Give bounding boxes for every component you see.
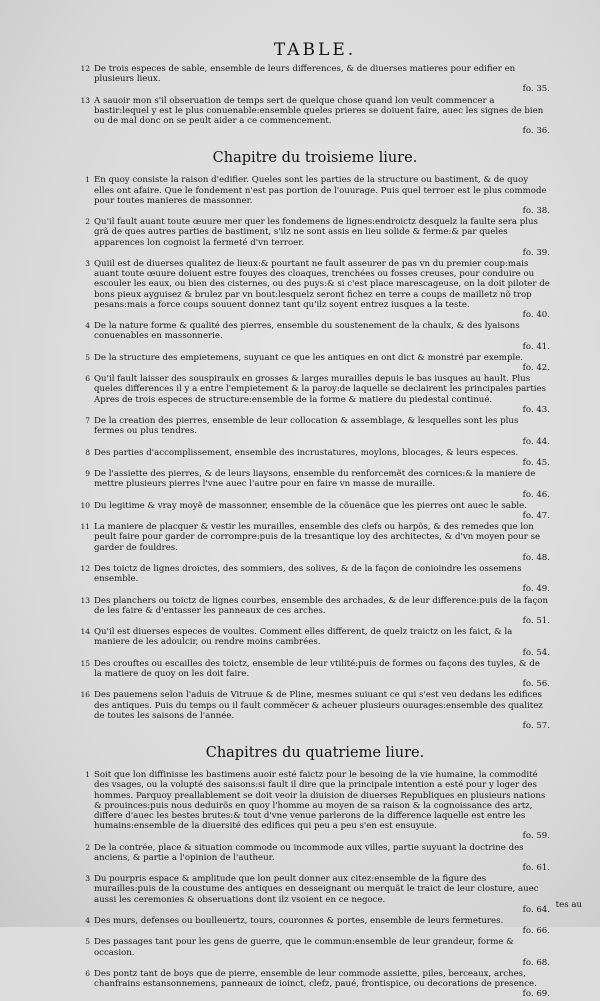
- folio-reference: fo. 38.: [522, 206, 550, 217]
- table-entry: [80, 64, 550, 95]
- table-entry: [80, 627, 550, 658]
- entry-text: Des murs, defenses ou boulleuertz, tours, couronnes & portes, ensemble de leurs fermetures.: [94, 916, 504, 927]
- table-entry: [80, 596, 550, 627]
- chapter-4-entries: [80, 770, 550, 999]
- table-entry: [80, 916, 550, 936]
- table-entry: [80, 175, 550, 216]
- folio-reference: fo. 48.: [522, 552, 550, 563]
- table-entry: [80, 501, 550, 521]
- chapter-4-title: Chapitres du quatrieme liure.: [205, 745, 425, 762]
- page-title: TABLE.: [273, 40, 357, 60]
- entry-text: De la contrée, place & situation commode ou incommode aux villes, partie suyuant la doctrine des anciens, & partie a l'opinion de l'autheur.: [94, 842, 524, 863]
- folio-reference: fo. 66.: [522, 926, 550, 937]
- folio-reference: fo. 61.: [522, 863, 550, 874]
- entry-number: 16: [80, 690, 90, 700]
- table-entry: [80, 770, 550, 841]
- table-entry: [80, 843, 550, 874]
- folio-reference: fo. 44.: [522, 436, 550, 447]
- folio-reference: fo. 39.: [522, 247, 550, 258]
- chapter-3-title: Chapitre du troisieme liure.: [212, 150, 418, 167]
- entry-text: Soit que lon diffinisse les bastimens auoir esté faictz pour le besoing de la vie humaine, la commodité des vsages, ou la volupté des saisons:si fault il dire que la principale intention a esté pour y loger des hommes. Parquoy preallablement se doit veoir la diuision de diuerses Republiques en plusieurs nations & prouinces:puis nous deduirõs en quoy l'homme au moyen de sa raison & la cognoissance des artz, differe d'auec les bestes brutes:& tout d'vne venue parlerons de la difference laquelle est entre les humains:ensemble de la diuersité des edifices qui peu a peu s'en est ensuyuie.: [94, 770, 546, 832]
- entry-number: 4: [85, 321, 90, 331]
- entry-text: Des crouftes ou escailles des toictz, ensemble de leur vtilité:puis de formes ou façons des tuyles, & de la matiere de quoy on les doit faire.: [94, 658, 540, 679]
- table-entry: [80, 96, 550, 137]
- folio-reference: fo. 42.: [522, 363, 550, 374]
- folio-reference: fo. 46.: [522, 489, 550, 500]
- folio-reference: fo. 41.: [522, 341, 550, 352]
- folio-reference: fo. 43.: [522, 404, 550, 415]
- table-entry: [80, 564, 550, 595]
- entry-text: Quiil est de diuerses qualitez de lieux:& pourtant ne fault asseurer de pas vn du premier coup:mais auant toute œuure doiuent estre fouyes des cloaques, trenchées ou fosses creuses, pour conduire ou escouler les eaux, ou bien des cisternes, ou des puys:& si c'est place marescageuse, on la doit piloter de bons pieux ayguisez & brulez par vn bout:lesquelz seront fichez en terre a coups de mailletz nõ trop pesans:mais a force coups souuent donnez tant qu'ilz soyent entrez iusques a la teste.: [94, 259, 550, 310]
- entry-text: Du legitime & vray moyẽ de massonner, ensemble de la cõuenãce que les pierres ont auec le sable.: [94, 500, 527, 511]
- entry-number: 7: [85, 416, 90, 426]
- table-entry: [80, 522, 550, 563]
- entry-text: De trois especes de sable, ensemble de leurs differences, & de diuerses matieres pour edifier en plusieurs lieux.: [94, 64, 516, 85]
- entry-number: 9: [85, 469, 90, 479]
- entry-number: 1: [85, 770, 90, 780]
- entry-number: 13: [80, 95, 90, 105]
- entry-text: Des toictz de lignes droictes, des sommiers, des solives, & de la façon de conioindre les ossemens ensemble.: [94, 563, 522, 585]
- folio-reference: fo. 68.: [522, 957, 550, 968]
- folio-reference: fo. 51.: [522, 615, 550, 626]
- table-entry: [80, 448, 550, 468]
- table-entry: [80, 659, 550, 690]
- table-entry: [80, 353, 550, 373]
- entry-number: 5: [85, 937, 90, 947]
- entry-number: 1: [85, 175, 90, 185]
- entry-number: 12: [80, 64, 90, 73]
- section-a: [80, 64, 550, 136]
- folio-reference: fo. 56.: [522, 679, 550, 690]
- page-content: [80, 40, 550, 1001]
- folio-reference: fo. 69.: [522, 989, 550, 1000]
- table-entry: [80, 690, 550, 731]
- folio-reference: fo. 57.: [522, 720, 550, 731]
- table-entry: [80, 469, 550, 500]
- folio-reference: fo. 40.: [522, 310, 550, 321]
- entry-text: Du pourpris espace & amplitude que lon peult donner aux citez:ensemble de la figure des murailles:puis de la coustume des antiques en desseignant ou merquãt le traict de leur closture, auec aussi les ceremonies & obseruations dont ilz vsoient en ce negoce.: [94, 874, 539, 905]
- entry-number: 8: [85, 447, 90, 457]
- entry-number: 13: [80, 595, 90, 605]
- entry-number: 3: [85, 259, 90, 269]
- entry-number: 3: [85, 874, 90, 884]
- folio-reference: fo. 36.: [522, 126, 550, 137]
- entry-text: A sauoir mon s'il obseruation de temps sert de quelque chose quand lon veult commencer a bastir:lequel y est le plus conuenable:ensemble queles prieres se doiuent faire, auec les signes de bien ou de mal donc on se peult aider a ce commencement.: [94, 95, 544, 127]
- folio-reference: fo. 47.: [522, 510, 550, 521]
- folio-reference: fo. 49.: [522, 584, 550, 595]
- entry-text: Qu'il fault laisser des souspiraulx en grosses & larges murailles depuis le bas iusques au hault. Plus queles differences il y a entre l'empietement & la paroy:de laquelle se declairent les principales parties Apres de trois especes de structure:ensemble de la forme & matiere du piedestal continué.: [94, 374, 547, 405]
- entry-text: Des parties d'accomplissement, ensemble des incrustatures, moylons, blocages, & leurs especes.: [94, 447, 519, 458]
- table-entry: [80, 374, 550, 415]
- table-entry: [80, 874, 550, 915]
- entry-number: 4: [85, 916, 90, 926]
- entry-number: 15: [80, 658, 90, 668]
- folio-reference: fo. 54.: [522, 647, 550, 658]
- entry-text: Des pontz tant de boys que de pierre, ensemble de leur commode assiette, piles, berceaux, arches, chanfrains estansonnemens, panneaux de ioinct, clefz, paué, frontispice, ou decorations de presence.: [94, 969, 537, 990]
- entry-text: De la structure des empietemens, suyuant ce que les antiques en ont dict & monstré par exemple.: [94, 352, 524, 363]
- chapter-3-entries: [80, 175, 550, 731]
- entry-number: 2: [85, 217, 90, 227]
- entry-number: 10: [80, 500, 90, 510]
- catchword: tes au: [555, 900, 582, 910]
- folio-reference: fo. 45.: [522, 457, 550, 468]
- entry-text: De la nature forme & qualité des pierres, ensemble du soustenement de la chaulx, & des lyaisons conuenables en massonnerie.: [94, 321, 520, 342]
- entry-number: 12: [80, 563, 90, 573]
- table-entry: [80, 969, 550, 1000]
- entry-text: Des planchers ou toictz de lignes courbes, ensemble des archades, & de leur difference:puis de la façon de les faire & d'entasser les panneaux de ces arches.: [94, 595, 548, 616]
- entry-text: En quoy consiste la raison d'edifier. Queles sont les parties de la structure ou bastiment, & de quoy elles ont afaire. Que le fondement n'est pas portion de l'ouurage. Puis quel terroer est le plus commode pour toutes manieres de massonner.: [94, 175, 547, 206]
- entry-text: La maniere de placquer & vestir les murailles, ensemble des clefs ou harpõs, & des remedes que lon peult faire pour garder de corrompre:puis de la tresantique loy des architectes, & d'vn moyen pour se garder de fouldres.: [94, 522, 541, 553]
- entry-text: De la creation des pierres, ensemble de leur collocation & assemblage, & lesquelles sont les plus fermes ou plus tendres.: [94, 416, 519, 437]
- table-entry: [80, 416, 550, 447]
- entry-text: Des passages tant pour les gens de guerre, que le commun:ensemble de leur grandeur, forme & occasion.: [94, 937, 514, 958]
- entry-number: 6: [85, 969, 90, 979]
- table-entry: [80, 217, 550, 258]
- entry-text: Qu'il fault auant toute œuure mer quer les fondemens de lignes:endroictz desquelz la faulte sera plus grã de ques autres parties de bastiment, s'ilz ne sont assis en lieu solide & ferme:& par queles apparences lon cognoist la fermeté d'vn terroer.: [94, 217, 538, 248]
- folio-reference: fo. 64.: [522, 904, 550, 915]
- entry-text: De l'assiette des pierres, & de leurs liaysons, ensemble du renforcemẽt des cornices:& la maniere de mettre plusieurs pierres l'vne auec l'autre pour en faire vn masse de muraille.: [94, 469, 536, 490]
- table-entry: [80, 321, 550, 352]
- entry-number: 2: [85, 842, 90, 852]
- folio-reference: fo. 35.: [522, 84, 550, 95]
- entry-number: 5: [85, 352, 90, 362]
- entry-number: 6: [85, 374, 90, 384]
- table-entry: [80, 937, 550, 968]
- entry-text: Qu'il est diuerses especes de voultes. Comment elles different, de quelz traictz on les faict, & la maniere de les adoulcir, ou rendre moins cambrées.: [94, 627, 513, 648]
- entry-number: 14: [80, 627, 90, 637]
- folio-reference: fo. 59.: [522, 831, 550, 842]
- entry-text: Des pauemens selon l'aduis de Vitruue & de Pline, mesmes suiuant ce qui s'est veu dedans les edifices des antiques. Puis du temps ou il fault commẽcer & acheuer plusieurs ouurages:ensemble des qualitez de toutes les saisons de l'année.: [94, 690, 543, 721]
- entry-number: 11: [80, 522, 90, 532]
- table-entry: [80, 259, 550, 320]
